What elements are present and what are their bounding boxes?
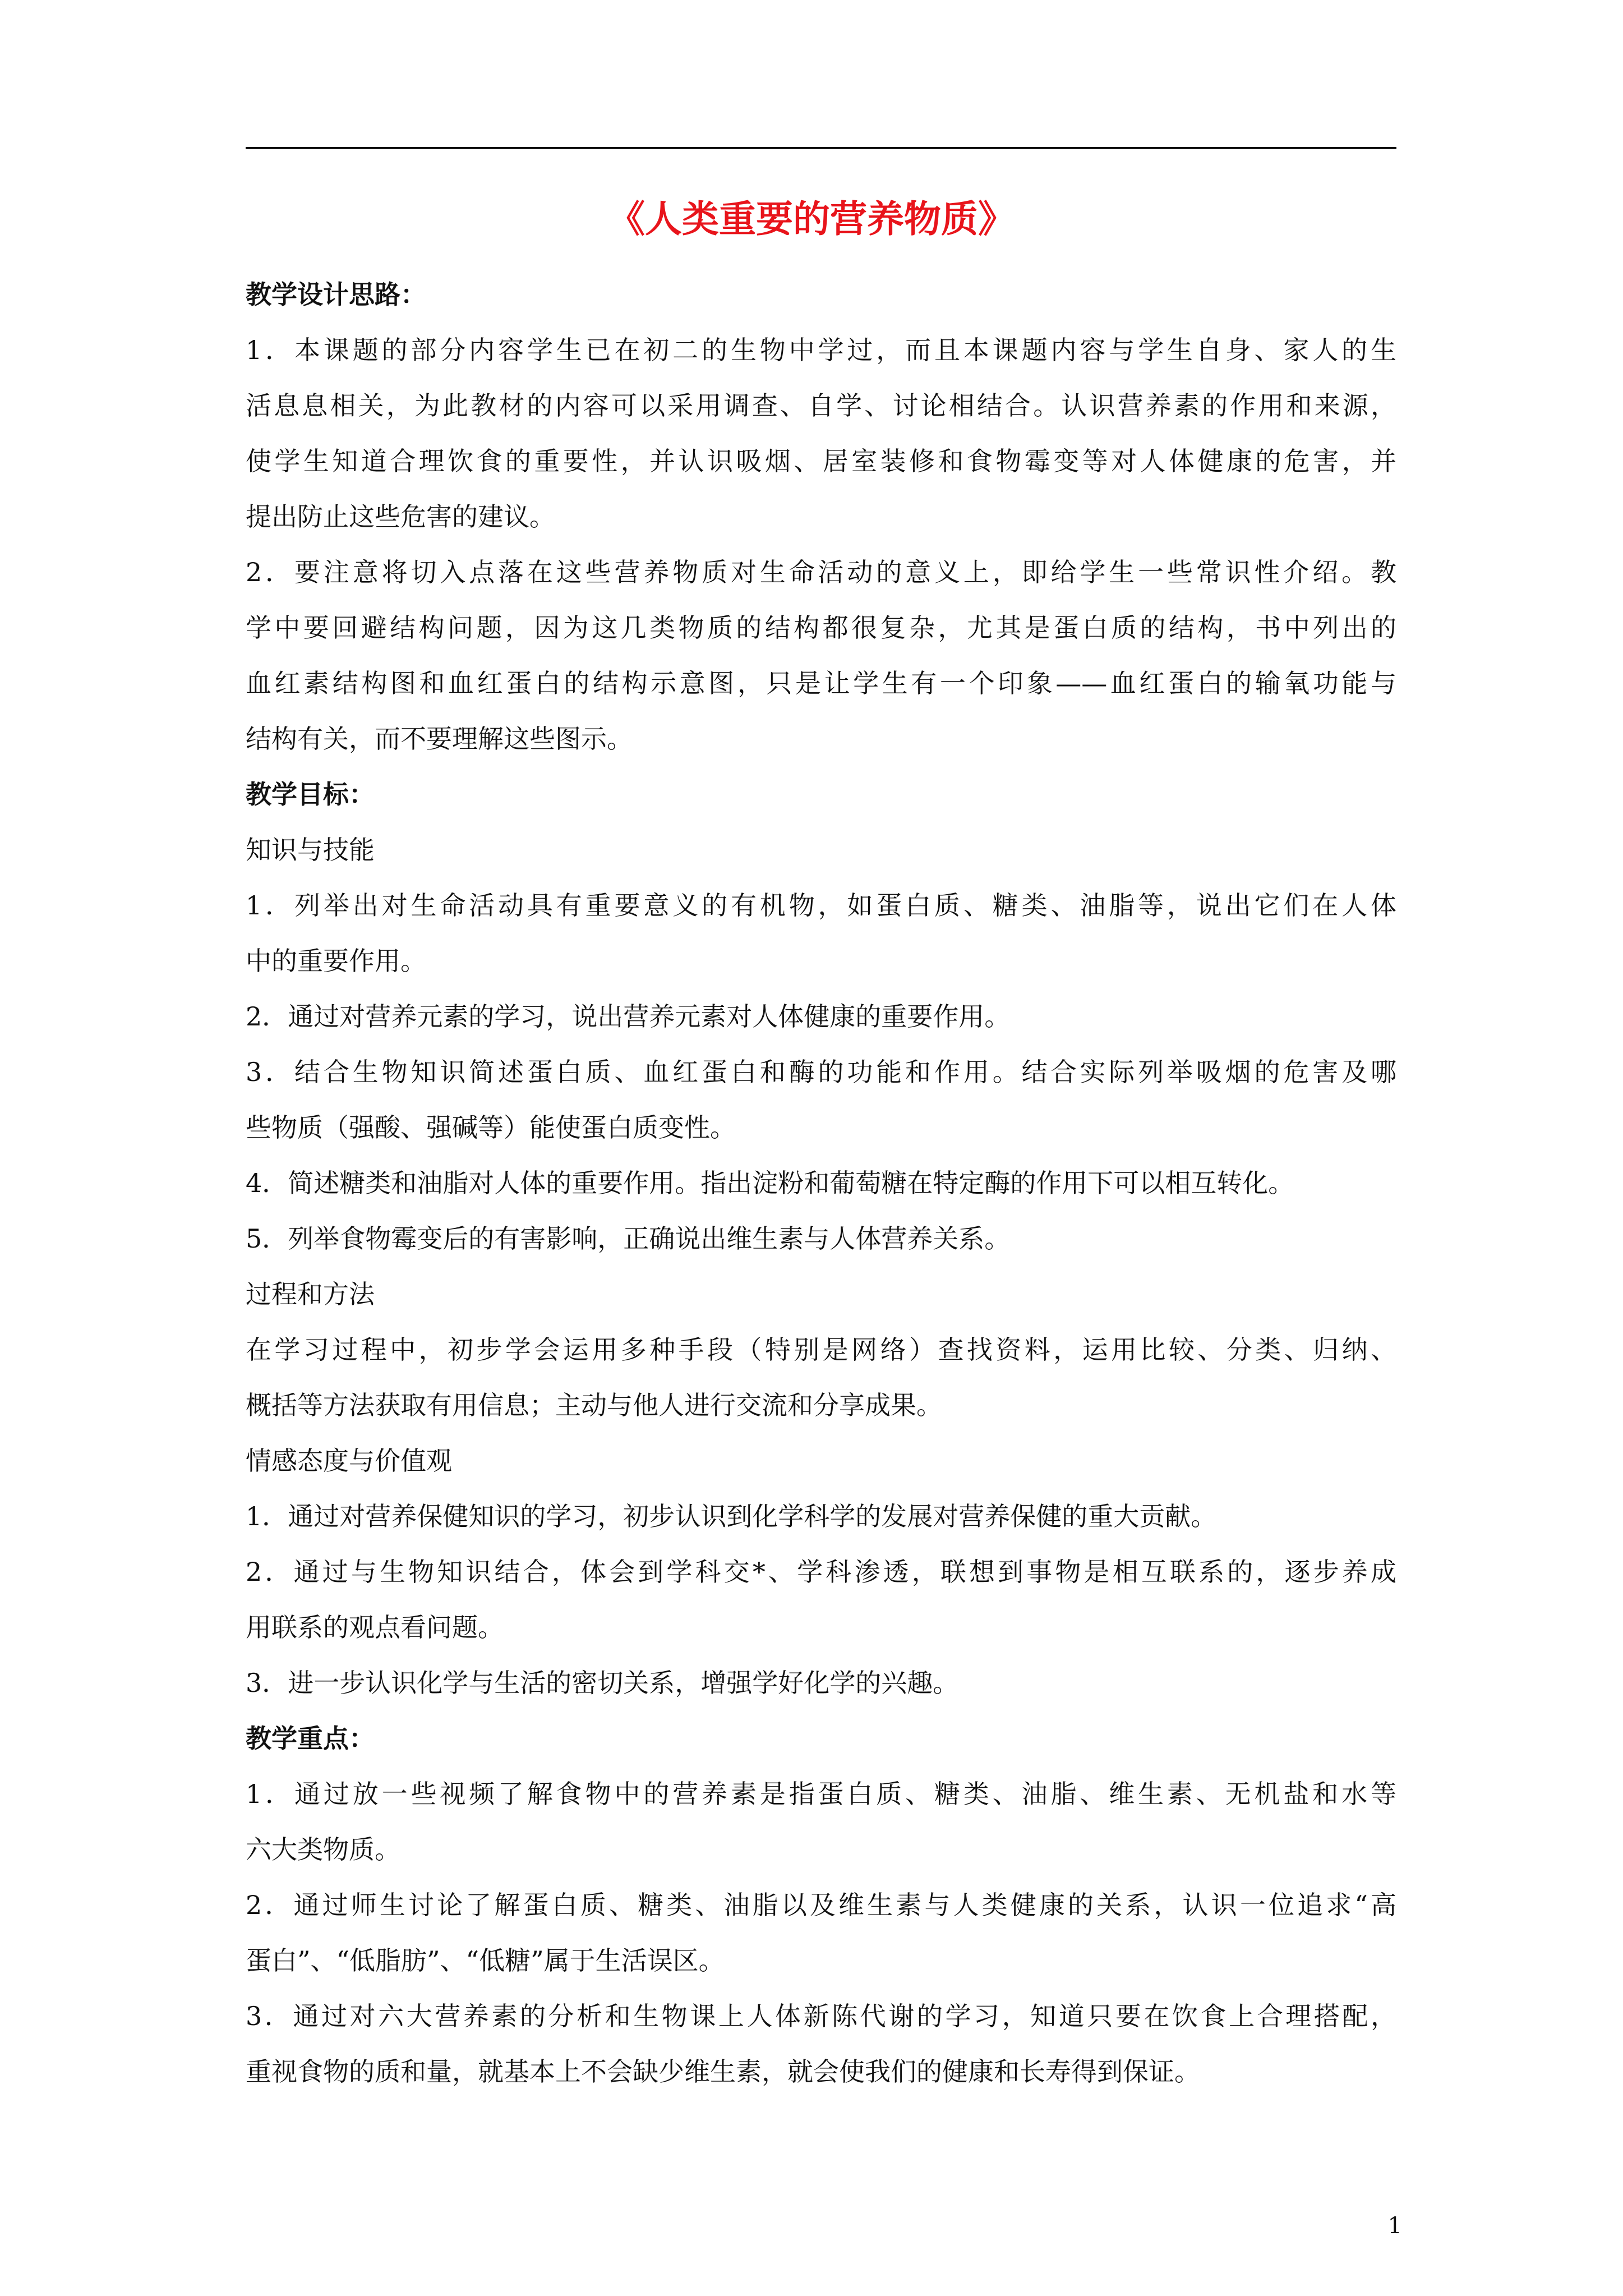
- paragraph-line: 提出防止这些危害的建议。: [246, 501, 555, 532]
- paragraph-line: 1．列举出对生命活动具有重要意义的有机物，如蛋白质、糖类、油脂等，说出它们在人体: [246, 890, 1396, 921]
- paragraph-line: 1．通过放一些视频了解食物中的营养素是指蛋白质、糖类、油脂、维生素、无机盐和水等: [246, 1779, 1396, 1809]
- paragraph-line: 1．通过对营养保健知识的学习，初步认识到化学科学的发展对营养保健的重大贡献。: [246, 1501, 1217, 1531]
- paragraph-line: 在学习过程中，初步学会运用多种手段（特别是网络）查找资料，运用比较、分类、归纳、: [246, 1335, 1396, 1365]
- paragraph-line: 重视食物的质和量，就基本上不会缺少维生素，就会使我们的健康和长寿得到保证。: [246, 2056, 1200, 2087]
- paragraph-line: 使学生知道合理饮食的重要性，并认识吸烟、居室装修和食物霉变等对人体健康的危害，并: [246, 446, 1396, 476]
- paragraph-line: 活息息相关，为此教材的内容可以采用调查、自学、讨论相结合。认识营养素的作用和来源，: [246, 390, 1396, 421]
- paragraph-line: 2．通过师生讨论了解蛋白质、糖类、油脂以及维生素与人类健康的关系，认识一位追求“高: [246, 1890, 1396, 1920]
- section-heading: 教学目标：: [246, 779, 375, 809]
- paragraph-line: 结构有关，而不要理解这些图示。: [246, 724, 633, 754]
- subsection-heading: 情感态度与价值观: [246, 1446, 452, 1476]
- paragraph-line: 5．列举食物霉变后的有害影响，正确说出维生素与人体营养关系。: [246, 1223, 1011, 1254]
- paragraph-line: 2．通过对营养元素的学习，说出营养元素对人体健康的重要作用。: [246, 1001, 1011, 1032]
- paragraph-line: 血红素结构图和血红蛋白的结构示意图，只是让学生有一个印象——血红蛋白的输氧功能与: [246, 668, 1396, 698]
- paragraph-line: 学中要回避结构问题，因为这几类物质的结构都很复杂，尤其是蛋白质的结构，书中列出的: [246, 613, 1396, 643]
- paragraph-line: 3．结合生物知识简述蛋白质、血红蛋白和酶的功能和作用。结合实际列举吸烟的危害及哪: [246, 1057, 1396, 1087]
- section-heading: 教学重点：: [246, 1723, 375, 1754]
- subsection-heading: 知识与技能: [246, 835, 375, 865]
- document-title: 《人类重要的营养物质》: [608, 197, 1015, 241]
- paragraph-line: 3．进一步认识化学与生活的密切关系，增强学好化学的兴趣。: [246, 1668, 959, 1698]
- paragraph-line: 2．通过与生物知识结合，体会到学科交*、学科渗透，联想到事物是相互联系的，逐步养成: [246, 1557, 1396, 1587]
- paragraph-line: 4．简述糖类和油脂对人体的重要作用。指出淀粉和葡萄糖在特定酶的作用下可以相互转化。: [246, 1168, 1294, 1198]
- paragraph-line: 概括等方法获取有用信息；主动与他人进行交流和分享成果。: [246, 1390, 942, 1420]
- paragraph-line: 1．本课题的部分内容学生已在初二的生物中学过，而且本课题内容与学生自身、家人的生: [246, 335, 1396, 365]
- header-rule: [246, 147, 1396, 149]
- paragraph-line: 3．通过对六大营养素的分析和生物课上人体新陈代谢的学习，知道只要在饮食上合理搭配，: [246, 2001, 1396, 2031]
- page-number: 1: [1387, 2213, 1402, 2239]
- paragraph-line: 用联系的观点看问题。: [246, 1612, 504, 1642]
- paragraph-line: 2．要注意将切入点落在这些营养物质对生命活动的意义上，即给学生一些常识性介绍。教: [246, 557, 1396, 587]
- document-body: [246, 267, 1396, 2100]
- paragraph-line: 六大类物质。: [246, 1834, 400, 1865]
- paragraph-line: 蛋白”、“低脂肪”、“低糖”属于生活误区。: [246, 1945, 725, 1976]
- section-heading: 教学设计思路：: [246, 279, 426, 310]
- paragraph-line: 中的重要作用。: [246, 946, 426, 976]
- paragraph-line: 些物质（强酸、强碱等）能使蛋白质变性。: [246, 1112, 736, 1143]
- subsection-heading: 过程和方法: [246, 1279, 375, 1309]
